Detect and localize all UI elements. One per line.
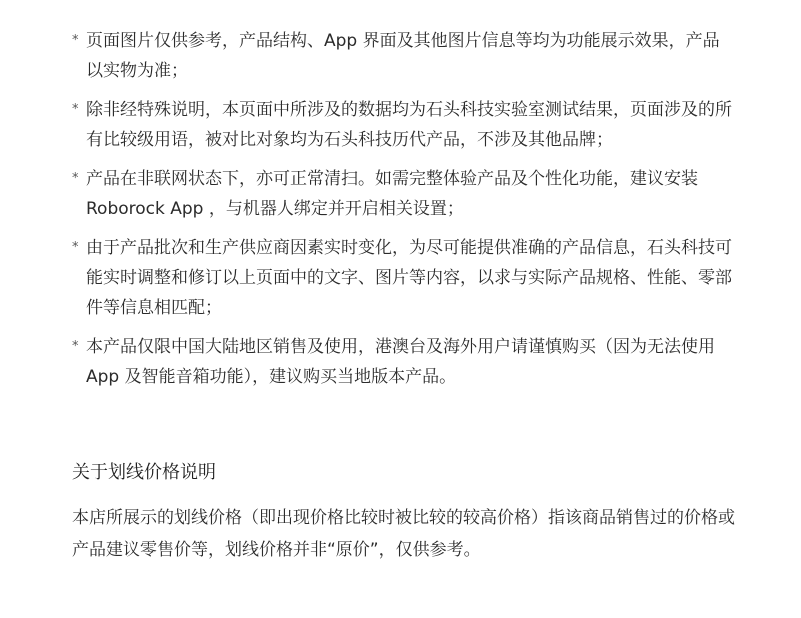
bullet-asterisk: * (72, 339, 79, 354)
disclaimer-text: 产品在非联网状态下，亦可正常清扫。如需完整体验产品及个性化功能，建议安装 Roborock App ，与机器人绑定并开启相关设置； (86, 169, 698, 219)
bullet-asterisk: * (72, 171, 79, 186)
disclaimer-text: 除非经特殊说明，本页面中所涉及的数据均为石头科技实验室测试结果，页面涉及的所有比较级用语，被对比对象均为石头科技历代产品，不涉及其他品牌； (86, 100, 732, 150)
disclaimer-item (72, 95, 732, 155)
bullet-asterisk: * (72, 240, 79, 255)
disclaimer-item (72, 332, 732, 392)
bullet-asterisk: * (72, 33, 79, 48)
disclaimer-text: 本产品仅限中国大陆地区销售及使用，港澳台及海外用户请谨慎购买（因为无法使用 App 及智能音箱功能），建议购买当地版本产品。 (86, 337, 715, 387)
disclaimer-item (72, 26, 732, 86)
price-notice-title: 关于划线价格说明 (72, 462, 216, 483)
disclaimer-list (72, 26, 732, 401)
disclaimer-text: 由于产品批次和生产供应商因素实时变化，为尽可能提供准确的产品信息，石头科技可能实时调整和修订以上页面中的文字、图片等内容，以求与实际产品规格、性能、零部件等信息相匹配； (86, 238, 732, 318)
price-notice-body: 本店所展示的划线价格（即出现价格比较时被比较的较高价格）指该商品销售过的价格或产品建议零售价等，划线价格并非“原价”，仅供参考。 (72, 508, 735, 560)
disclaimer-item (72, 233, 732, 323)
disclaimer-text: 页面图片仅供参考，产品结构、App 界面及其他图片信息等均为功能展示效果，产品以实物为准； (86, 31, 720, 81)
bullet-asterisk: * (72, 102, 79, 117)
disclaimer-item (72, 164, 732, 224)
